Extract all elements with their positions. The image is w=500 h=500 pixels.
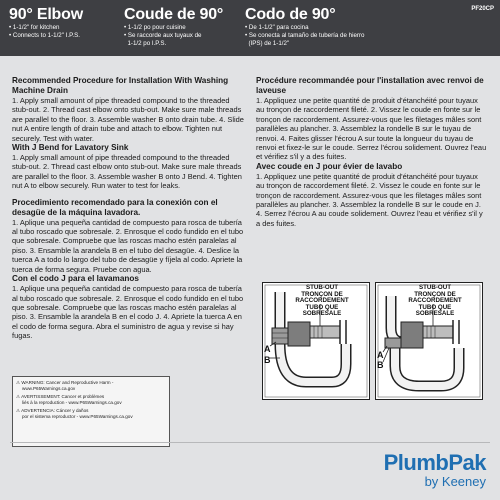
heading-washing-machine-fr: Procédure recommandée pour l'installation avec renvoi de laveuse (256, 76, 484, 95)
divider (10, 442, 490, 443)
instructions-left (12, 76, 244, 341)
bullet: • Se raccorde aux tuyaux de (124, 32, 202, 39)
diagram-washing-machine (262, 282, 370, 400)
brand-name: PlumbPak (383, 450, 486, 475)
warning-line: ⚠ WARNING: Cancer and Reproductive Harm - (16, 380, 114, 385)
warning-line: liés à la reproduction - www.P65Warnings.ca.gov (22, 400, 122, 405)
brand-sub: by Keeney (424, 474, 486, 489)
bullet: • Se conecta al tamaño de tubería de hierro (245, 32, 365, 39)
stub-out-label: STUB-OUT TRONÇON DE RACCORDEMENT TUBO QUE SOBRESALE (295, 284, 349, 318)
heading-j-bend-fr: Avec coude en J pour évier de lavabo (256, 161, 403, 171)
steps-washing-machine-en: 1. Apply small amount of pipe threaded compound to the threaded stub-out. 2. Thread cast elbow onto stub-out. Make sure male threads are parallel to the floor. 3. Assemble washer B onto drain tube. 4. Slide nut A entire length of drain tube and attach to elbow. Tighten nut securely. Test with water. (12, 96, 244, 143)
bullet: • De 1-1/2" para cocina (245, 24, 309, 31)
bullet: (IPS) de 1-1/2" (245, 40, 290, 47)
washer-b-label: B (377, 360, 384, 370)
heading-j-bend-en: With J Bend for Lavatory Sink (12, 143, 129, 153)
title-spanish: Codo de 90° (245, 6, 336, 23)
nut-a-label: A (264, 344, 271, 354)
prop65-warning-box (12, 376, 170, 447)
bullet: • 1-1/2" for kitchen (9, 24, 60, 31)
title-french: Coude de 90° (124, 6, 224, 23)
header-bar (0, 0, 500, 56)
steps-washing-machine-fr: 1. Appliquez une petite quantité de produit d'étanchéité pour tuyaux au tronçon de raccordement fileté. 2. Vissez le coude en fonte sur le tronçon de raccordement. Assurez-vous que les filetages mâles sont parallèles au plancher. 3. Assemblez la rondelle B sur le tuyau de renvoi. 4. Faites glisser l'écrou A sur toute la longueur du tuyau de renvoi et fixez-le sur le coude. Serrez l'écrou solidement. Ouvrez l'eau et vérifiez s'il y a des fuites. (256, 96, 487, 162)
steps-j-bend-fr: 1. Appliquez une petite quantité de produit d'étanchéité pour tuyaux au tronçon de raccordement fileté. 2. Vissez le coude en fonte sur le tronçon de raccordement. Assurez-vous que les filetages mâles sont parallèles au plancher. 3. Assemblez la rondelle B sur le coude en J. 4. Serrez l'écrou A au coude solidement. Ouvrez l'eau et vérifiez s'il y a des fuites. (256, 171, 483, 228)
product-code: PF20CP (471, 6, 494, 12)
heading-washing-machine-en: Recommended Procedure for Installation With Washing Machine Drain (12, 76, 229, 95)
steps-j-bend-es: 1. Aplique una pequeña cantidad de compuesto para rosca de tubería al tubo roscado que sobresale. 2. Enrosque el codo fundido en el tubo que sobresale. Compruebe que las roscas macho estén paralelas al piso. 3. Ensamble la arandela B en el codo J. 4. Apriete la tuerca A en el codo de forma segura. Abra el suministro de agua y revise si hay fugas. (12, 284, 244, 341)
bullet: 1-1/2 po I.P.S. (124, 40, 167, 47)
heading-washing-machine-es: Procedimiento recomendado para la conexión con el desagüe de la máquina lavadora. (12, 197, 218, 217)
header-english (9, 6, 119, 40)
bullet: • Connects to 1-1/2" I.P.S. (9, 32, 80, 39)
warning-line: ⚠ ADVERTENCIA: Cáncer y daños (16, 408, 89, 413)
header-french (124, 6, 234, 48)
washer-b-label: B (264, 355, 271, 365)
steps-j-bend-en: 1. Apply small amount of pipe threaded compound to the threaded stub-out. 2. Thread cast elbow onto stub-out. Make sure male threads are parallel to the floor. 3. Assemble washer B onto J Bend. 4. Tighten nut A to elbow securely. Run water to test for leaks. (12, 153, 242, 191)
title-english: 90° Elbow (9, 6, 83, 23)
warning-line: por el sistema reproductor - www.P65Warnings.ca.gov (22, 414, 133, 419)
brand-logo (384, 452, 486, 490)
bullet: • 1-1/2 po pour cuisine (124, 24, 186, 31)
warning-line: ⚠ AVERTISSEMENT: Cancer et problèmes (16, 394, 105, 399)
steps-washing-machine-es: 1. Aplique una pequeña cantidad de compuesto para rosca de tubería al tubo roscado que sobresale. 2. Enrosque el codo fundido en el tubo que sobresale. Compruebe que las roscas macho estén paralelas al piso. 3. Ensamble la arandela B en el tubo del desagüe. 4. Deslice la tuerca A a todo lo largo del tubo de desagüe y fíjela al codo. Apriete la tuerca de forma segura. Pruebe con agua. (12, 217, 244, 274)
nut-a-label: A (377, 350, 384, 360)
stub-out-label: STUB-OUT TRONÇON DE RACCORDEMENT TUBO QUE SOBRESALE (408, 284, 462, 318)
diagram-j-bend (375, 282, 483, 400)
heading-j-bend-es: Con el codo J para el lavamanos (12, 274, 139, 284)
warning-line: www.P65Warnings.ca.gov (22, 386, 76, 391)
instructions-right (256, 76, 488, 228)
header-spanish (245, 6, 425, 48)
